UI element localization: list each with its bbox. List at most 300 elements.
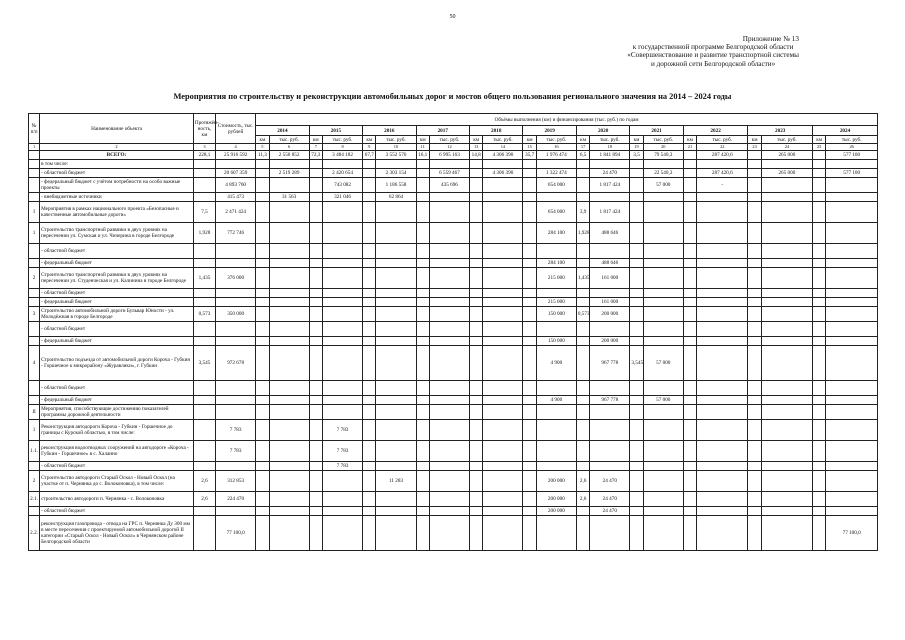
row-value xyxy=(761,420,812,441)
row-value: 6,5 xyxy=(576,151,589,160)
header-colnum: 2 xyxy=(40,144,194,151)
table-row xyxy=(29,381,878,396)
row-value xyxy=(826,268,878,289)
row-value xyxy=(363,298,376,307)
table-row xyxy=(29,516,878,551)
row-value xyxy=(256,202,269,223)
row-value: 3 484 182 xyxy=(323,151,363,160)
row-value xyxy=(748,307,761,322)
row-number xyxy=(29,507,40,516)
row-cost: 2 471 424 xyxy=(216,202,256,223)
row-value xyxy=(416,193,429,202)
row-value xyxy=(643,193,683,202)
row-value xyxy=(813,471,826,492)
row-value xyxy=(309,441,322,462)
row-value xyxy=(323,507,363,516)
row-name: - областной бюджет xyxy=(40,381,194,396)
row-value xyxy=(826,160,878,169)
row-name: Строительство транспортной развязки в двух уровнях на пересечении ул. Сумская и ул. Чичерина в городе Белгороде xyxy=(40,223,194,244)
row-length xyxy=(193,259,215,268)
row-value xyxy=(683,396,696,405)
row-value xyxy=(483,516,523,551)
table-row xyxy=(29,307,878,322)
row-value xyxy=(761,396,812,405)
row-value xyxy=(826,193,878,202)
row-value xyxy=(748,381,761,396)
row-value xyxy=(309,381,322,396)
row-value xyxy=(256,337,269,346)
row-name: - федеральный бюджет xyxy=(40,259,194,268)
row-value xyxy=(429,202,469,223)
row-value xyxy=(309,289,322,298)
row-value: 79 540,3 xyxy=(643,151,683,160)
row-value xyxy=(323,405,363,420)
header-unit-rub: тыс. руб. xyxy=(826,136,878,144)
row-value xyxy=(470,441,483,462)
row-value xyxy=(630,396,643,405)
row-cost xyxy=(216,462,256,471)
row-value xyxy=(643,289,683,298)
row-value xyxy=(363,516,376,551)
row-value xyxy=(416,160,429,169)
row-value xyxy=(323,259,363,268)
row-length: 2,6 xyxy=(193,471,215,492)
row-value xyxy=(309,268,322,289)
row-value xyxy=(683,178,696,193)
row-value xyxy=(697,507,748,516)
row-value xyxy=(429,160,469,169)
row-value xyxy=(416,223,429,244)
row-value xyxy=(309,169,322,178)
row-value xyxy=(826,420,878,441)
row-value xyxy=(376,405,416,420)
row-value xyxy=(576,381,589,396)
table-header xyxy=(29,114,878,151)
row-value xyxy=(256,492,269,507)
row-value xyxy=(483,396,523,405)
row-value: 200 000 xyxy=(536,471,576,492)
header-colnum: 23 xyxy=(748,144,761,151)
row-value xyxy=(630,322,643,337)
row-name: Строительство автомобильной дороги Бульвар Юности - ул. Молодёжная в городе Белгороде xyxy=(40,307,194,322)
row-value xyxy=(309,322,322,337)
row-value xyxy=(429,346,469,381)
table-row xyxy=(29,492,878,507)
row-value: 62 864 xyxy=(376,193,416,202)
row-cost xyxy=(216,289,256,298)
row-value xyxy=(256,471,269,492)
row-value xyxy=(697,193,748,202)
row-value xyxy=(576,160,589,169)
row-value xyxy=(470,492,483,507)
row-value: 1,928 xyxy=(576,223,589,244)
row-value xyxy=(376,223,416,244)
table-row xyxy=(29,346,878,381)
row-value xyxy=(309,337,322,346)
row-value xyxy=(683,307,696,322)
row-value xyxy=(536,160,576,169)
row-value xyxy=(683,223,696,244)
table-row xyxy=(29,193,878,202)
table-row xyxy=(29,441,878,462)
row-cost xyxy=(216,298,256,307)
row-value xyxy=(630,289,643,298)
header-unit-km: км xyxy=(813,136,826,144)
row-name: Мероприятия, способствующие достижению показателей программы дорожной деятельности xyxy=(40,405,194,420)
row-value xyxy=(761,337,812,346)
row-value xyxy=(630,516,643,551)
row-value xyxy=(363,441,376,462)
row-value xyxy=(630,202,643,223)
row-length xyxy=(193,322,215,337)
row-value xyxy=(269,337,309,346)
row-value: 2,6 xyxy=(576,471,589,492)
row-value xyxy=(590,381,630,396)
row-length xyxy=(193,516,215,551)
table-row xyxy=(29,405,878,420)
row-value: 0,573 xyxy=(576,307,589,322)
row-value xyxy=(590,193,630,202)
row-value xyxy=(470,462,483,471)
row-value xyxy=(826,223,878,244)
row-value xyxy=(683,202,696,223)
row-value xyxy=(323,268,363,289)
row-value xyxy=(697,298,748,307)
row-value xyxy=(630,223,643,244)
row-value xyxy=(429,193,469,202)
row-cost xyxy=(216,337,256,346)
row-value xyxy=(813,420,826,441)
row-value xyxy=(416,420,429,441)
row-length xyxy=(193,396,215,405)
row-value: 161 000 xyxy=(590,298,630,307)
row-value xyxy=(309,516,322,551)
header-length: Протяжён-ность, км xyxy=(193,114,215,144)
row-length: 3,545 xyxy=(193,346,215,381)
header-year: 2024 xyxy=(813,126,878,136)
row-value xyxy=(643,259,683,268)
row-value xyxy=(483,289,523,298)
header-colnum: 15 xyxy=(523,144,536,151)
row-value xyxy=(826,405,878,420)
row-value xyxy=(576,193,589,202)
row-value: 577 100 xyxy=(826,151,878,160)
row-value xyxy=(256,268,269,289)
header-unit-rub: тыс. руб. xyxy=(761,136,812,144)
row-value xyxy=(429,420,469,441)
row-cost xyxy=(216,160,256,169)
row-value xyxy=(470,322,483,337)
header-colnum: 16 xyxy=(536,144,576,151)
table-row xyxy=(29,396,878,405)
row-value: 215 000 xyxy=(536,268,576,289)
row-value xyxy=(376,289,416,298)
row-value xyxy=(483,337,523,346)
row-value xyxy=(470,420,483,441)
header-colnum: 4 xyxy=(216,144,256,151)
row-value xyxy=(643,322,683,337)
row-number: 2 xyxy=(29,268,40,289)
row-value xyxy=(536,244,576,259)
row-value xyxy=(416,337,429,346)
row-length xyxy=(193,178,215,193)
row-value xyxy=(309,405,322,420)
row-value: 150 000 xyxy=(536,307,576,322)
row-value xyxy=(697,202,748,223)
row-cost: 350 000 xyxy=(216,307,256,322)
row-value xyxy=(470,289,483,298)
row-value: 2 420 654 xyxy=(323,169,363,178)
row-value xyxy=(429,507,469,516)
row-value xyxy=(523,516,536,551)
row-value xyxy=(630,381,643,396)
row-value xyxy=(748,223,761,244)
header-colnum: 19 xyxy=(630,144,643,151)
header-colnum: 26 xyxy=(826,144,878,151)
row-value xyxy=(269,223,309,244)
row-value xyxy=(761,298,812,307)
row-value: 31 563 xyxy=(269,193,309,202)
row-value xyxy=(576,462,589,471)
header-year: 2023 xyxy=(748,126,813,136)
row-value xyxy=(536,289,576,298)
row-value: 3 552 576 xyxy=(376,151,416,160)
row-value xyxy=(748,441,761,462)
row-value xyxy=(813,492,826,507)
row-value: 200 000 xyxy=(590,337,630,346)
row-value xyxy=(376,337,416,346)
table-row xyxy=(29,244,878,259)
row-value xyxy=(483,346,523,381)
row-name: строительство автодороги п. Чернянка - с. Волоконовка xyxy=(40,492,194,507)
table-row xyxy=(29,337,878,346)
row-value xyxy=(429,381,469,396)
row-value xyxy=(429,516,469,551)
row-number xyxy=(29,462,40,471)
header-year: 2018 xyxy=(470,126,523,136)
row-value xyxy=(761,289,812,298)
row-value xyxy=(470,516,483,551)
row-value xyxy=(761,471,812,492)
row-value xyxy=(813,441,826,462)
row-value xyxy=(416,322,429,337)
row-value xyxy=(683,160,696,169)
row-value xyxy=(429,322,469,337)
row-cost: 376 000 xyxy=(216,268,256,289)
row-value: 1 817 424 xyxy=(590,202,630,223)
row-value xyxy=(269,462,309,471)
row-value xyxy=(576,396,589,405)
appendix-line-2: к государственной программе Белгородской области xyxy=(632,43,794,52)
row-value xyxy=(416,516,429,551)
row-length xyxy=(193,381,215,396)
row-value: 4 900 xyxy=(536,396,576,405)
row-value: 57 000 xyxy=(643,178,683,193)
row-value xyxy=(748,244,761,259)
row-value xyxy=(826,381,878,396)
header-colnum: 8 xyxy=(323,144,363,151)
row-value xyxy=(536,193,576,202)
row-value xyxy=(256,441,269,462)
row-number xyxy=(29,169,40,178)
row-value xyxy=(470,193,483,202)
row-value: 3,5 xyxy=(630,151,643,160)
row-value xyxy=(470,381,483,396)
row-value xyxy=(429,259,469,268)
row-value xyxy=(429,268,469,289)
row-value xyxy=(683,346,696,381)
row-value xyxy=(683,244,696,259)
row-value xyxy=(269,259,309,268)
row-value xyxy=(376,420,416,441)
row-value xyxy=(269,516,309,551)
row-value xyxy=(826,462,878,471)
row-value xyxy=(470,337,483,346)
row-value xyxy=(523,492,536,507)
row-value xyxy=(256,169,269,178)
row-name: - областной бюджет xyxy=(40,462,194,471)
row-value: 215 000 xyxy=(536,298,576,307)
row-value xyxy=(429,471,469,492)
row-value: 11,3 xyxy=(256,151,269,160)
table-row xyxy=(29,322,878,337)
row-cost: 20 607 359 xyxy=(216,169,256,178)
row-value xyxy=(269,202,309,223)
table-row xyxy=(29,462,878,471)
row-name: - областной бюджет xyxy=(40,289,194,298)
header-colnum: 6 xyxy=(269,144,309,151)
row-value xyxy=(697,289,748,298)
row-value xyxy=(363,307,376,322)
row-value xyxy=(256,289,269,298)
row-value xyxy=(761,223,812,244)
row-value xyxy=(309,462,322,471)
row-value xyxy=(536,516,576,551)
row-value xyxy=(748,193,761,202)
row-value xyxy=(269,492,309,507)
row-name: - областной бюджет xyxy=(40,244,194,259)
row-name: - федеральный бюджет xyxy=(40,337,194,346)
row-value xyxy=(470,244,483,259)
row-cost: 972 678 xyxy=(216,346,256,381)
header-colnum: 21 xyxy=(683,144,696,151)
row-value xyxy=(826,322,878,337)
row-value xyxy=(429,492,469,507)
row-value: 200 000 xyxy=(536,492,576,507)
row-value xyxy=(416,169,429,178)
row-number: 2.1. xyxy=(29,492,40,507)
header-name: Наименование объекта xyxy=(40,114,194,144)
row-value xyxy=(683,381,696,396)
row-value: - xyxy=(697,178,748,193)
row-value xyxy=(630,405,643,420)
row-value: 6 995 163 xyxy=(429,151,469,160)
row-value xyxy=(269,298,309,307)
row-value: 77 100,0 xyxy=(826,516,878,551)
row-value xyxy=(576,298,589,307)
row-value: 265 000 xyxy=(761,151,812,160)
row-number xyxy=(29,322,40,337)
row-value xyxy=(748,178,761,193)
row-value xyxy=(323,346,363,381)
row-value xyxy=(429,396,469,405)
row-value xyxy=(683,492,696,507)
row-value xyxy=(323,337,363,346)
row-length: 1,435 xyxy=(193,268,215,289)
row-value xyxy=(813,346,826,381)
row-number xyxy=(29,259,40,268)
row-value xyxy=(256,223,269,244)
row-value xyxy=(416,507,429,516)
row-value xyxy=(483,268,523,289)
row-length xyxy=(193,244,215,259)
row-value xyxy=(643,337,683,346)
row-value xyxy=(269,471,309,492)
row-value: 3,9 xyxy=(576,202,589,223)
table-row xyxy=(29,151,878,160)
row-value xyxy=(269,396,309,405)
row-value xyxy=(630,268,643,289)
row-value xyxy=(590,441,630,462)
header-colnum: 1 xyxy=(29,144,40,151)
row-value xyxy=(697,160,748,169)
header-year: 2017 xyxy=(416,126,469,136)
row-value xyxy=(483,244,523,259)
row-value xyxy=(748,202,761,223)
row-value xyxy=(376,346,416,381)
header-unit-rub: тыс. руб. xyxy=(429,136,469,144)
row-value xyxy=(590,289,630,298)
row-value xyxy=(630,178,643,193)
row-value xyxy=(683,259,696,268)
header-unit-km: км xyxy=(363,136,376,144)
header-unit-rub: тыс. руб. xyxy=(323,136,363,144)
row-cost: 224 470 xyxy=(216,492,256,507)
row-value xyxy=(813,289,826,298)
row-value xyxy=(323,471,363,492)
row-length xyxy=(193,507,215,516)
header-colnum: 10 xyxy=(376,144,416,151)
row-value xyxy=(470,405,483,420)
row-value xyxy=(523,259,536,268)
row-value xyxy=(643,507,683,516)
row-value xyxy=(697,268,748,289)
row-value xyxy=(323,492,363,507)
row-value xyxy=(523,405,536,420)
row-value xyxy=(826,259,878,268)
header-year: 2020 xyxy=(576,126,629,136)
row-value xyxy=(470,223,483,244)
table-row xyxy=(29,289,878,298)
row-value xyxy=(697,381,748,396)
row-value xyxy=(376,268,416,289)
row-value xyxy=(376,381,416,396)
row-value xyxy=(309,160,322,169)
row-number xyxy=(29,178,40,193)
row-value xyxy=(697,396,748,405)
row-name: - федеральный бюджет xyxy=(40,298,194,307)
row-value: 967 778 xyxy=(590,396,630,405)
row-value xyxy=(416,289,429,298)
header-unit-km: км xyxy=(523,136,536,144)
header-colnums-row xyxy=(29,144,878,151)
row-cost xyxy=(216,244,256,259)
row-value xyxy=(748,516,761,551)
header-year: 2014 xyxy=(256,126,309,136)
row-value xyxy=(256,507,269,516)
row-name: ВСЕГО: xyxy=(40,151,194,160)
row-value xyxy=(363,244,376,259)
